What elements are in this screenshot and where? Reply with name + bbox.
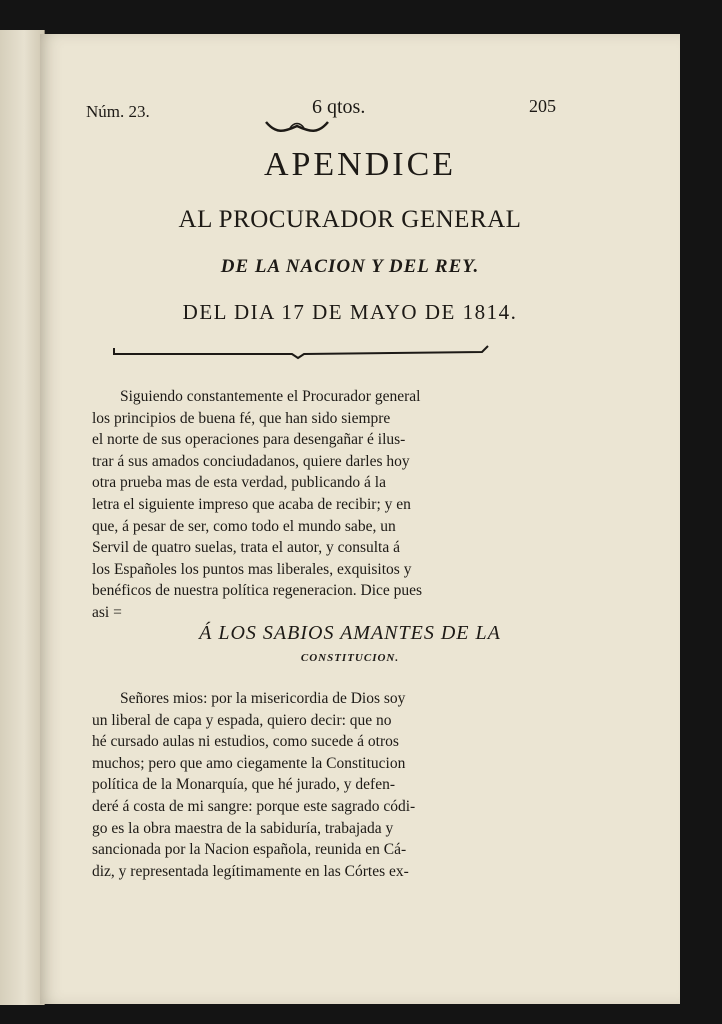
- text-line: hé cursado aulas ni estudios, como sucede á otros: [92, 733, 399, 751]
- text-line: Señores mios: por la misericordia de Dios soy: [120, 690, 406, 707]
- text-line: trar á sus amados conciudadanos, quiere darles hoy: [92, 452, 410, 470]
- text-line: el norte de sus operaciones para desengañar é ilus-: [92, 431, 406, 449]
- divider-rule: [112, 342, 492, 362]
- document-subtitle-secondary: DE LA NACION Y DEL REY.: [220, 256, 480, 277]
- document-page: [40, 34, 680, 1004]
- text-line: política de la Monarquía, que hé jurado, y defen-: [92, 776, 395, 794]
- document-title: APENDICE: [263, 146, 457, 183]
- text-line: go es la obra maestra de la sabiduría, trabajada y: [92, 819, 394, 837]
- section-heading: Á LOS SABIOS AMANTES DE LA: [199, 622, 501, 644]
- document-subtitle: AL PROCURADOR GENERAL: [178, 206, 522, 233]
- facing-page-edge: [0, 30, 45, 1005]
- text-line: benéficos de nuestra política regeneracion. Dice pues: [92, 582, 423, 600]
- text-line: otra prueba mas de esta verdad, publicando á la: [92, 474, 386, 492]
- header-ornament: [262, 114, 332, 138]
- text-line: los principios de buena fé, que han sido siempre: [92, 409, 391, 427]
- text-line: letra el siguiente impreso que acaba de recibir; y en: [92, 495, 411, 513]
- text-line: sancionada por la Nacion española, reunida en Cá-: [92, 841, 407, 859]
- paragraph-intro: [92, 386, 516, 624]
- issue-number: Núm. 23.: [86, 102, 150, 121]
- paragraph-letter: [92, 688, 516, 882]
- section-subheading: CONSTITUCION.: [300, 652, 400, 664]
- document-dateline: DEL DIA 17 DE MAYO DE 1814.: [182, 300, 518, 324]
- text-line: los Españoles los puntos mas liberales, exquisitos y: [92, 560, 412, 578]
- text-line: diz, y representada legítimamente en las Córtes ex-: [92, 862, 409, 880]
- text-line: muchos; pero que amo ciegamente la Constitucion: [92, 754, 406, 772]
- text-line: Servil de quatro suelas, trata el autor, y consulta á: [92, 539, 400, 557]
- text-line: deré á costa de mi sangre: porque este sagrado códi-: [92, 797, 416, 815]
- text-line: Siguiendo constantemente el Procurador general: [120, 388, 421, 405]
- text-line: que, á pesar de ser, como todo el mundo sabe, un: [92, 517, 396, 535]
- page-number: 205: [529, 96, 556, 116]
- quantity-note: 6 qtos.: [312, 96, 366, 118]
- text-line: asi =: [92, 603, 122, 621]
- text-line: un liberal de capa y espada, quiero decir: que no: [92, 711, 392, 729]
